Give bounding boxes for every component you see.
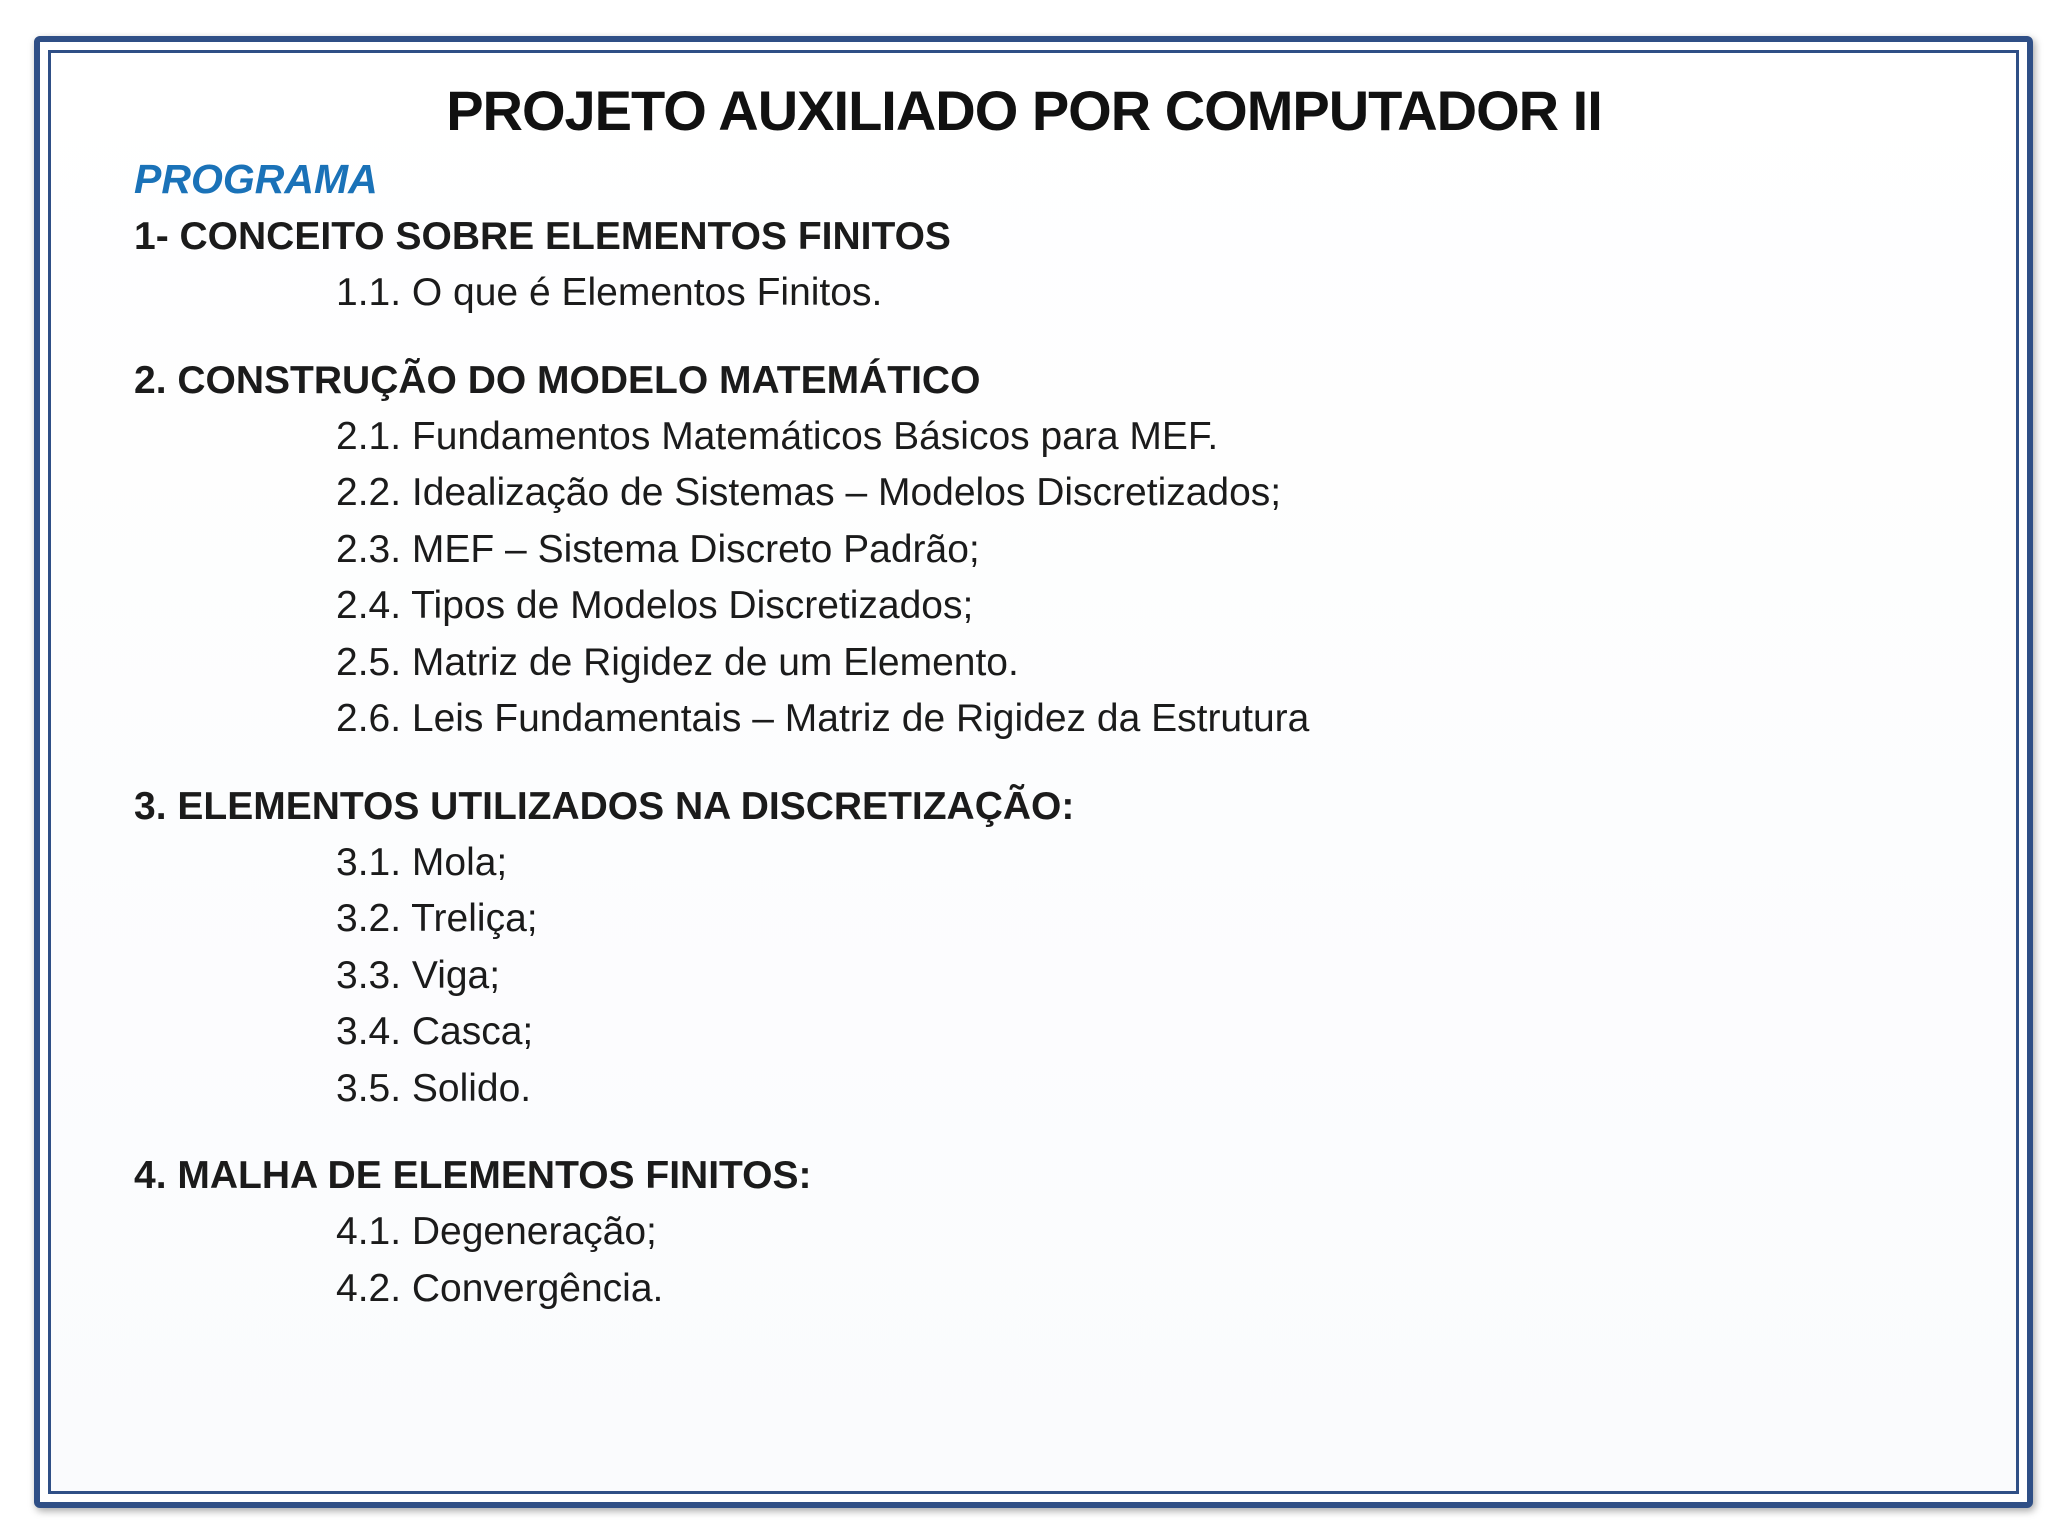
section-heading: 1- CONCEITO SOBRE ELEMENTOS FINITOS [134, 215, 951, 258]
section-item: 2.1. Fundamentos Matemáticos Básicos para MEF. [336, 414, 1219, 458]
section-item: 3.1. Mola; [336, 840, 508, 884]
section-item: 2.2. Idealização de Sistemas – Modelos Discretizados; [336, 471, 1282, 514]
section-item: 4.2. Convergência. [336, 1266, 664, 1310]
program-content [134, 150, 1834, 1347]
section-item: 2.4. Tipos de Modelos Discretizados; [336, 584, 974, 627]
section-heading: 3. ELEMENTOS UTILIZADOS NA DISCRETIZAÇÃO: [134, 784, 1075, 828]
section-item: 2.6. Leis Fundamentais – Matriz de Rigidez da Estrutura [336, 697, 1310, 740]
section-item: 3.3. Viga; [336, 953, 501, 997]
section-item: 3.5. Solido. [336, 1066, 532, 1110]
section-item: 3.2. Treliça; [336, 897, 538, 940]
section-item: 1.1. O que é Elementos Finitos. [336, 271, 883, 314]
section-1 [134, 208, 1834, 322]
section-heading: 2. CONSTRUÇÃO DO MODELO MATEMÁTICO [134, 358, 981, 402]
slide-title: PROJETO AUXILIADO POR COMPUTADOR II [446, 79, 1602, 142]
section-item: 4.1. Degeneração; [336, 1210, 657, 1253]
section-2 [134, 352, 1834, 748]
section-item: 3.4. Casca; [336, 1010, 534, 1053]
section-4 [134, 1147, 1834, 1317]
section-item: 2.3. MEF – Sistema Discreto Padrão; [336, 527, 980, 571]
section-item: 2.5. Matriz de Rigidez de um Elemento. [336, 640, 1019, 684]
program-subtitle: PROGRAMA [134, 156, 378, 202]
section-heading: 4. MALHA DE ELEMENTOS FINITOS: [134, 1154, 812, 1197]
section-3 [134, 778, 1834, 1118]
